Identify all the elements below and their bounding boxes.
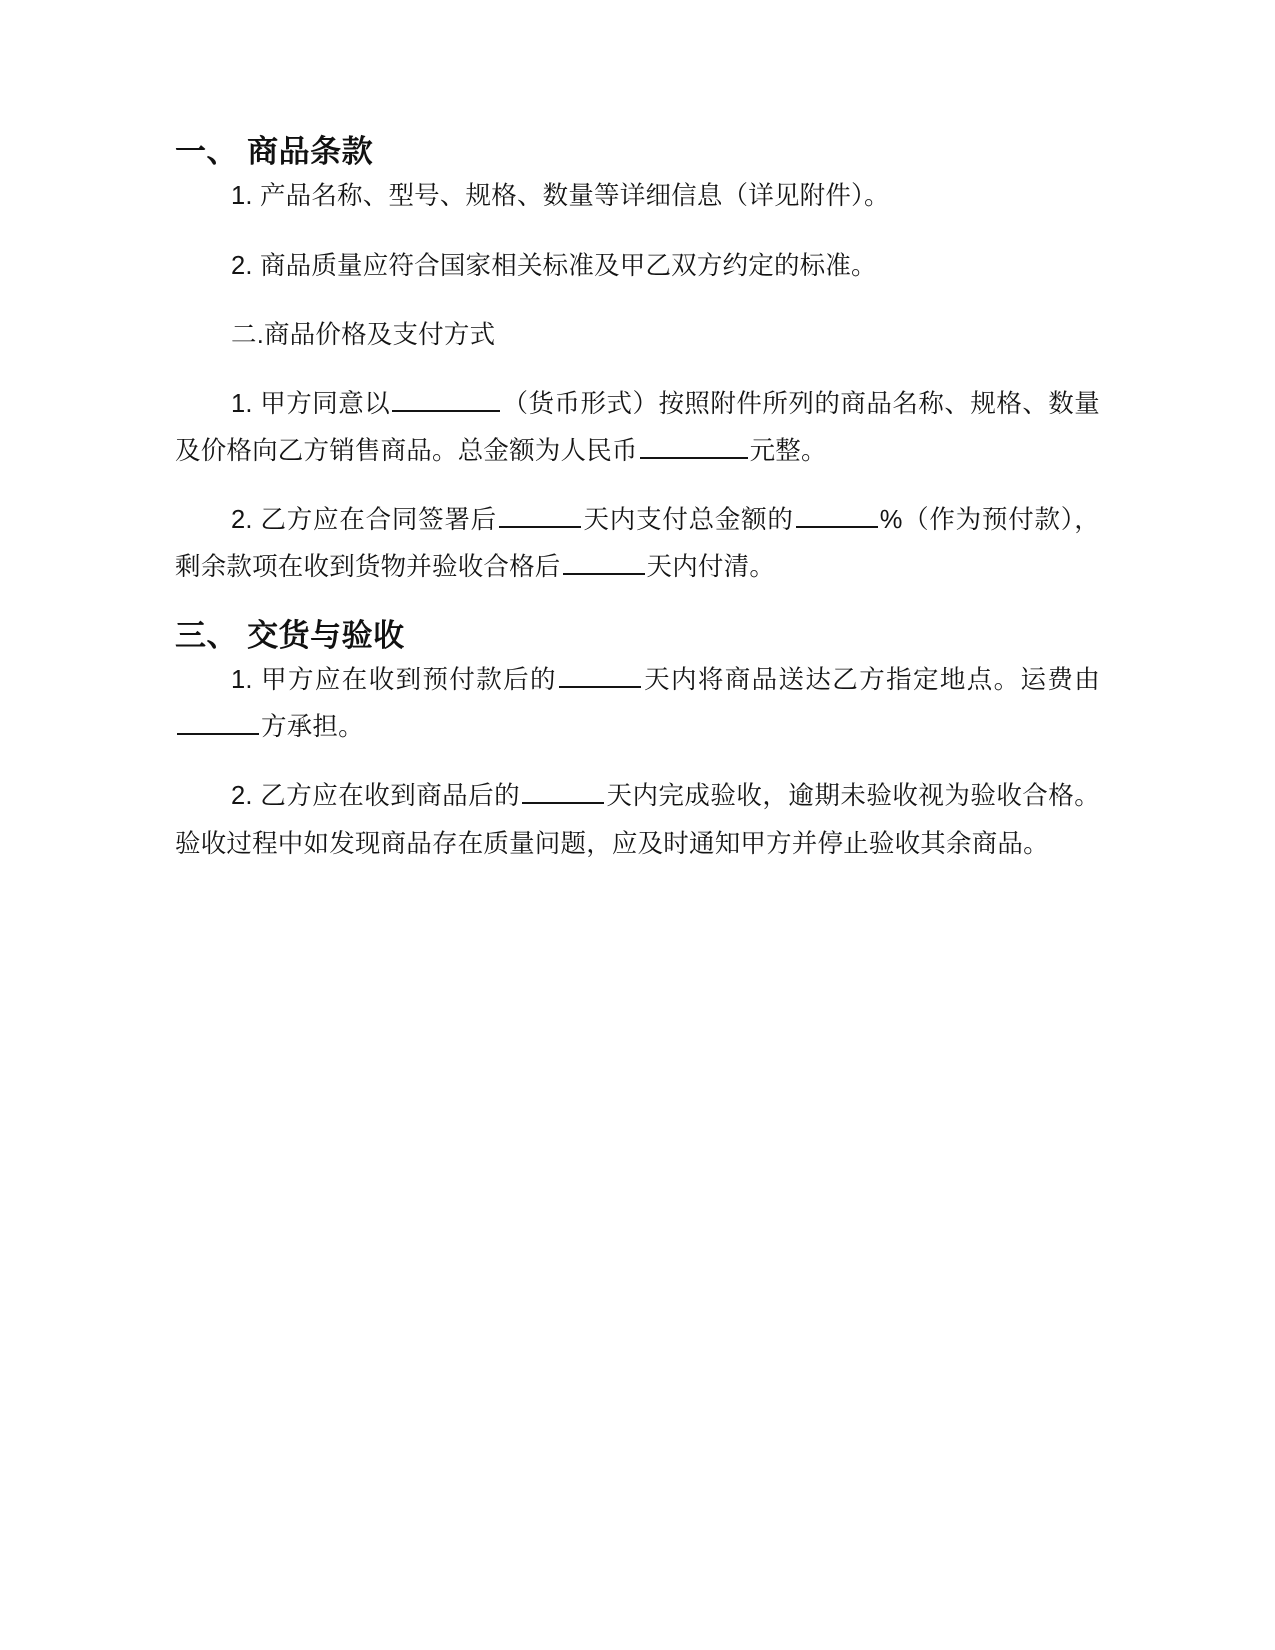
section-heading-delivery-acceptance: 三、 交货与验收: [175, 617, 405, 653]
clause-text: 2. 乙方应在合同签署后: [231, 506, 497, 535]
clause-text: 2. 商品质量应符合国家相关标准及甲乙双方约定的标准。: [231, 251, 877, 280]
clause-text: 天内支付总金额的: [582, 506, 794, 535]
clause-paragraph: [175, 381, 1100, 475]
fill-in-blank[interactable]: [177, 706, 259, 735]
clause-paragraph: [175, 497, 1100, 591]
clause-paragraph: [175, 773, 1100, 867]
fill-in-blank[interactable]: [563, 547, 645, 576]
clause-text: 1. 甲方同意以: [231, 389, 391, 418]
clause-paragraph: [175, 243, 1100, 290]
clause-subheading: [175, 312, 1100, 359]
fill-in-blank[interactable]: [796, 499, 878, 528]
clause-text: 2. 乙方应在收到商品后的: [231, 782, 521, 811]
fill-in-blank[interactable]: [522, 776, 604, 805]
fill-in-blank[interactable]: [640, 430, 748, 459]
clause-text: 方承担。: [261, 713, 364, 742]
clause-text: 二.商品价格及支付方式: [231, 320, 496, 349]
fill-in-blank[interactable]: [499, 499, 581, 528]
clause-text: 天内完成验收，逾期未验收视为验收合格。验收过程中如发现商品存在质量问题，应及时通知甲方并停止验收其余商品。: [175, 782, 1100, 858]
clause-text: 1. 产品名称、型号、规格、数量等详细信息（详见附件）。: [231, 182, 890, 211]
clause-text: 元整。: [749, 437, 827, 466]
clause-paragraph: [175, 173, 1100, 220]
section-heading-goods-terms: 一、 商品条款: [175, 134, 374, 169]
clause-text: 天内将商品送达乙方指定地点。运费由: [642, 665, 1100, 694]
clause-paragraph: [175, 657, 1100, 751]
clause-text: 1. 甲方应在收到预付款后的: [231, 665, 557, 694]
clause-text: （货币形式）按照附件所列的商品名称、规格、数量及价格向乙方销售商品。总金额为人民币: [175, 389, 1100, 466]
fill-in-blank[interactable]: [392, 383, 500, 412]
clause-text: 天内付清。: [646, 553, 776, 582]
fill-in-blank[interactable]: [559, 659, 641, 688]
clause-text: %（作为预付款），剩余款项在收到货物并验收合格后: [175, 506, 1100, 582]
document-body: [175, 130, 1100, 868]
